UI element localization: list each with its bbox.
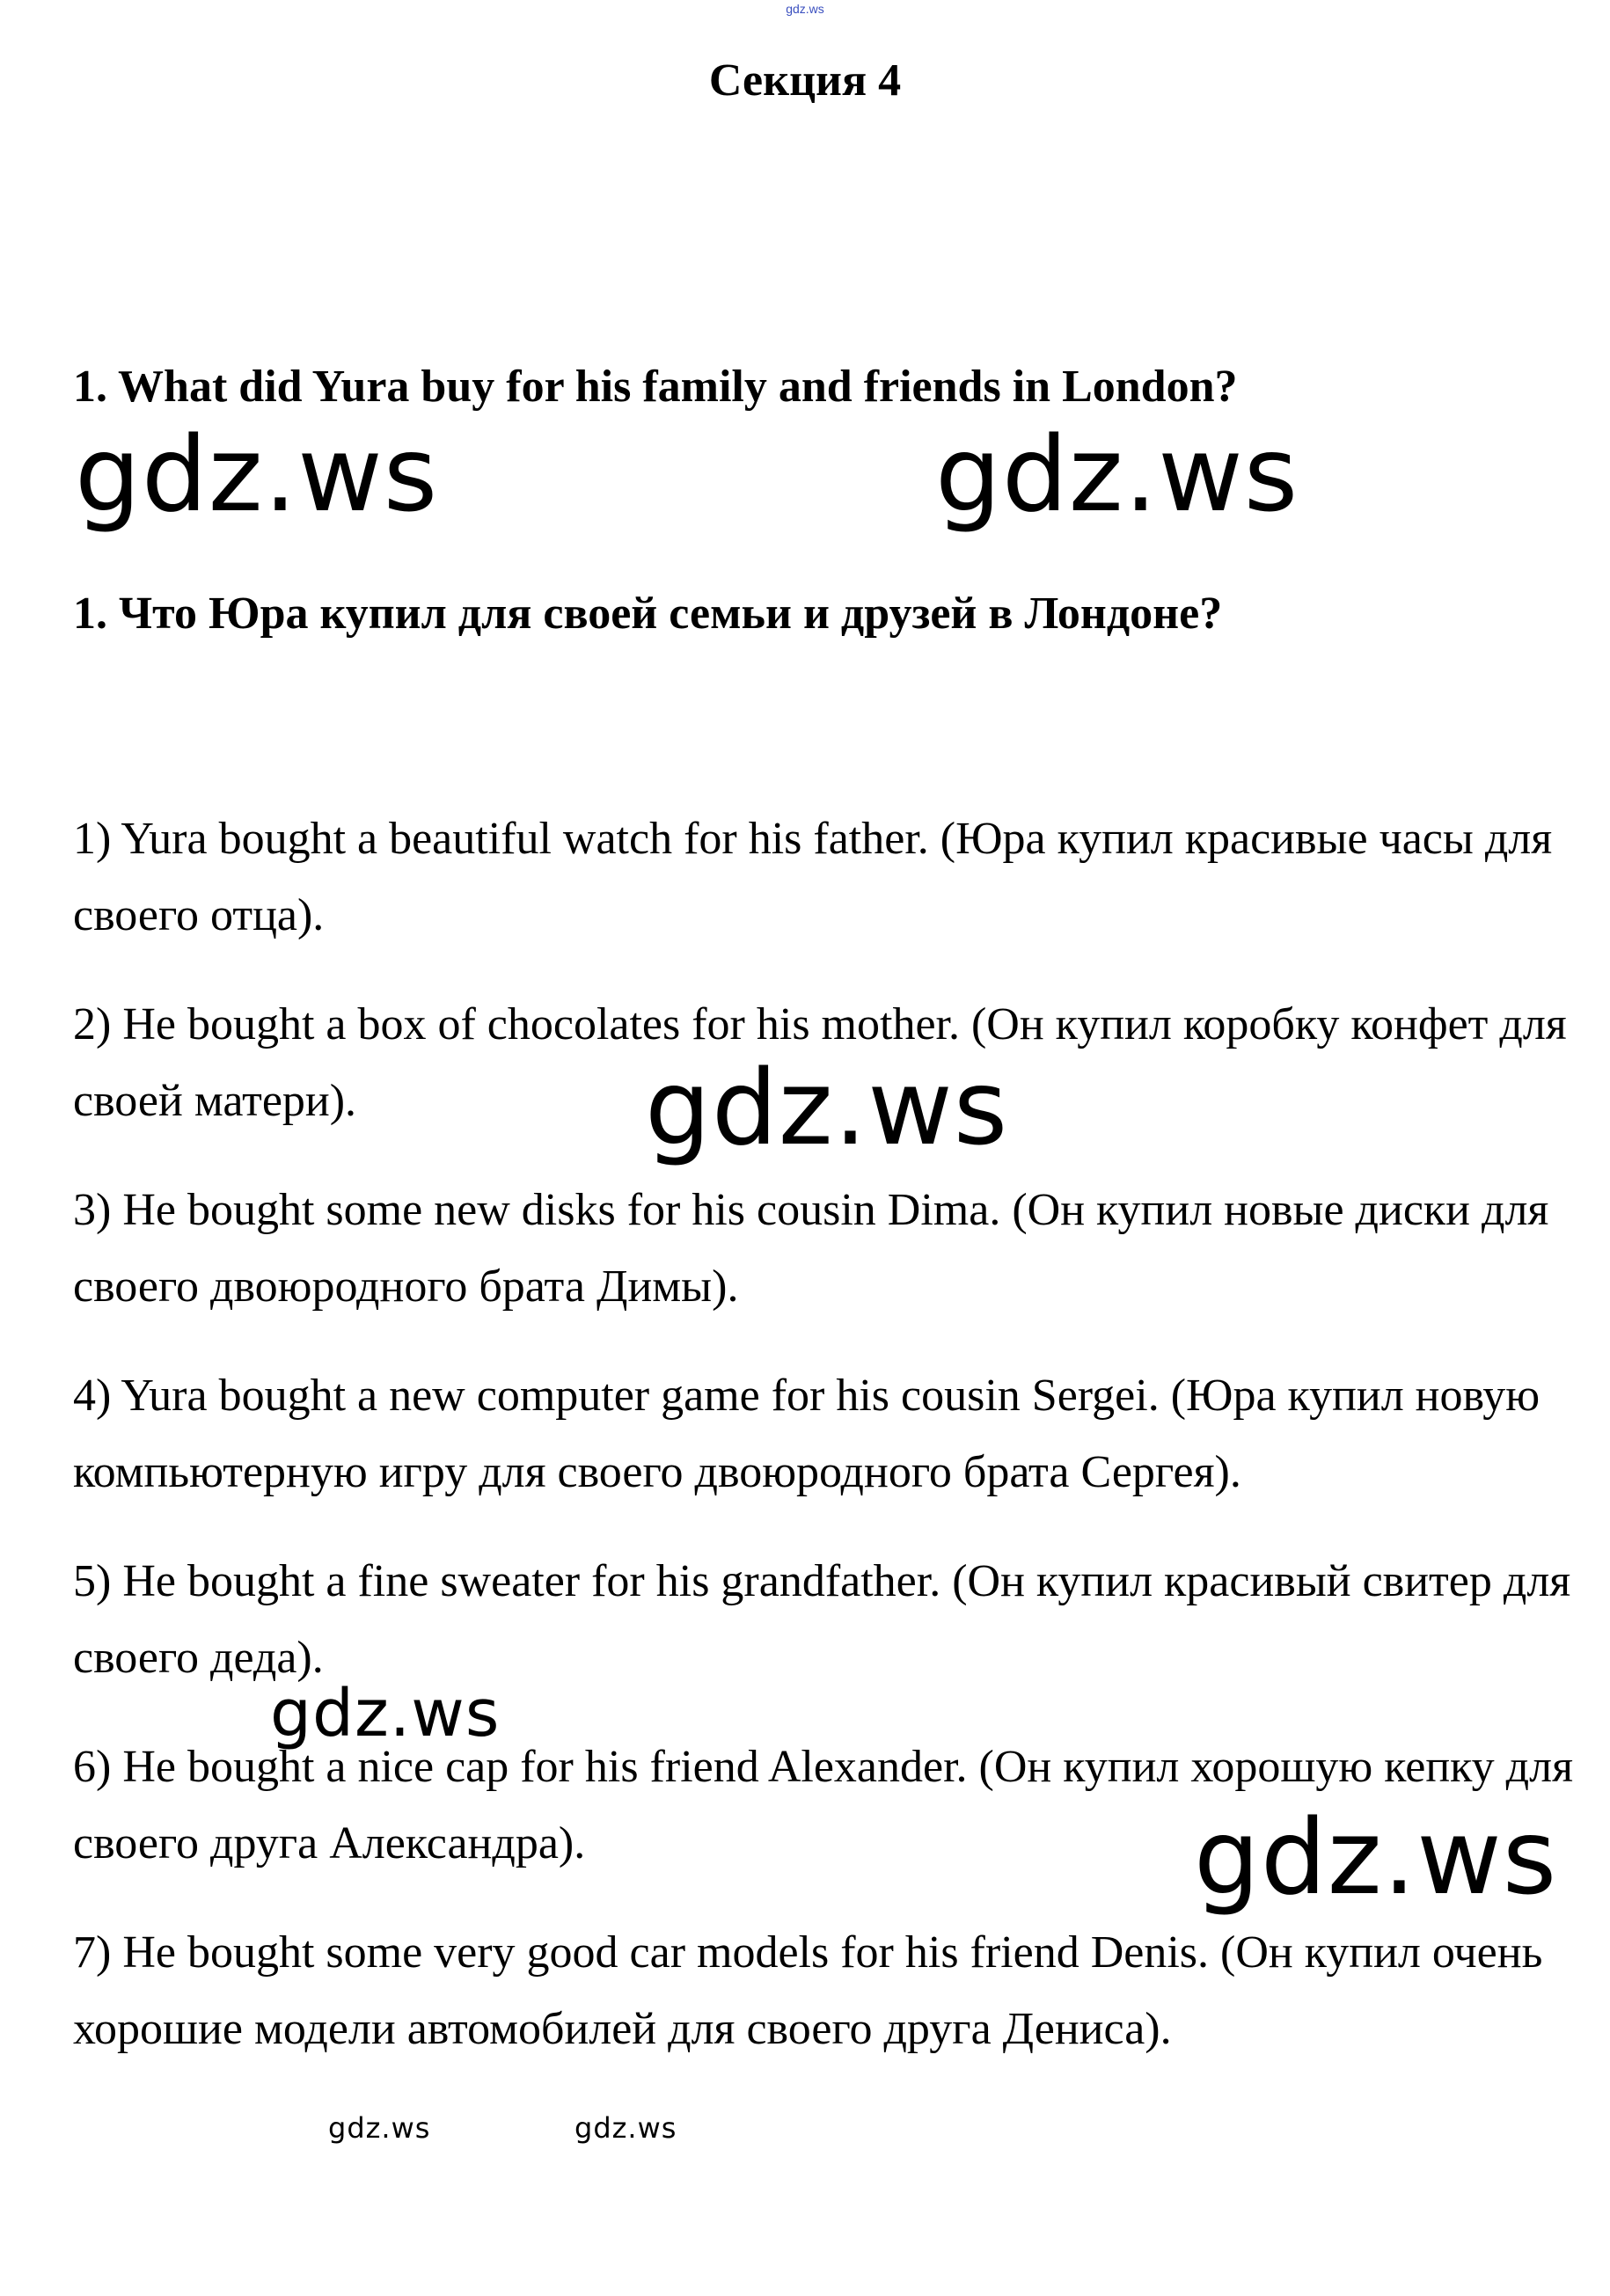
answer-item-7: 7) He bought some very good car models for his friend Denis. (Он купил очень хорошие модели автомобилей для своего друга Дениса). bbox=[73, 1927, 1543, 2054]
watermark-3: gdz.ws bbox=[645, 1047, 1009, 1168]
question-english: 1. What did Yura buy for his family and friends in London? bbox=[73, 362, 1238, 412]
answer-item-4: 4) Yura bought a new computer game for his cousin Sergei. (Юра купил новую компьютерную игру для своего двоюродного брата Сергея). bbox=[73, 1371, 1540, 1497]
answer-item-1: 1) Yura bought a beautiful watch for his father. (Юра купил красивые часы для своего отца). bbox=[73, 814, 1553, 940]
answer-item-3: 3) He bought some new disks for his cousin Dima. (Он купил новые диски для своего двоюродного брата Димы). bbox=[73, 1185, 1549, 1312]
section-title: Секция 4 bbox=[708, 55, 902, 106]
watermark-7: gdz.ws bbox=[574, 2111, 677, 2145]
watermark-5: gdz.ws bbox=[1194, 1796, 1558, 1918]
question-russian: 1. Что Юра купил для своей семьи и друзей в Лондоне? bbox=[73, 589, 1223, 639]
watermark-4: gdz.ws bbox=[270, 1676, 501, 1751]
top-watermark: gdz.ws bbox=[786, 2, 824, 16]
answer-item-6: 6) He bought a nice cap for his friend Alexander. (Он купил хорошую кепку для своего друга Александра). bbox=[73, 1742, 1574, 1868]
answer-item-5: 5) He bought a fine sweater for his grandfather. (Он купил красивый свитер для своего деда). bbox=[73, 1556, 1571, 1683]
watermark-1: gdz.ws bbox=[75, 413, 439, 535]
watermark-6: gdz.ws bbox=[328, 2111, 431, 2145]
answer-item-2: 2) He bought a box of chocolates for his mother. (Он купил коробку конфет для своей матери). bbox=[73, 999, 1567, 1126]
watermark-2: gdz.ws bbox=[935, 413, 1299, 535]
